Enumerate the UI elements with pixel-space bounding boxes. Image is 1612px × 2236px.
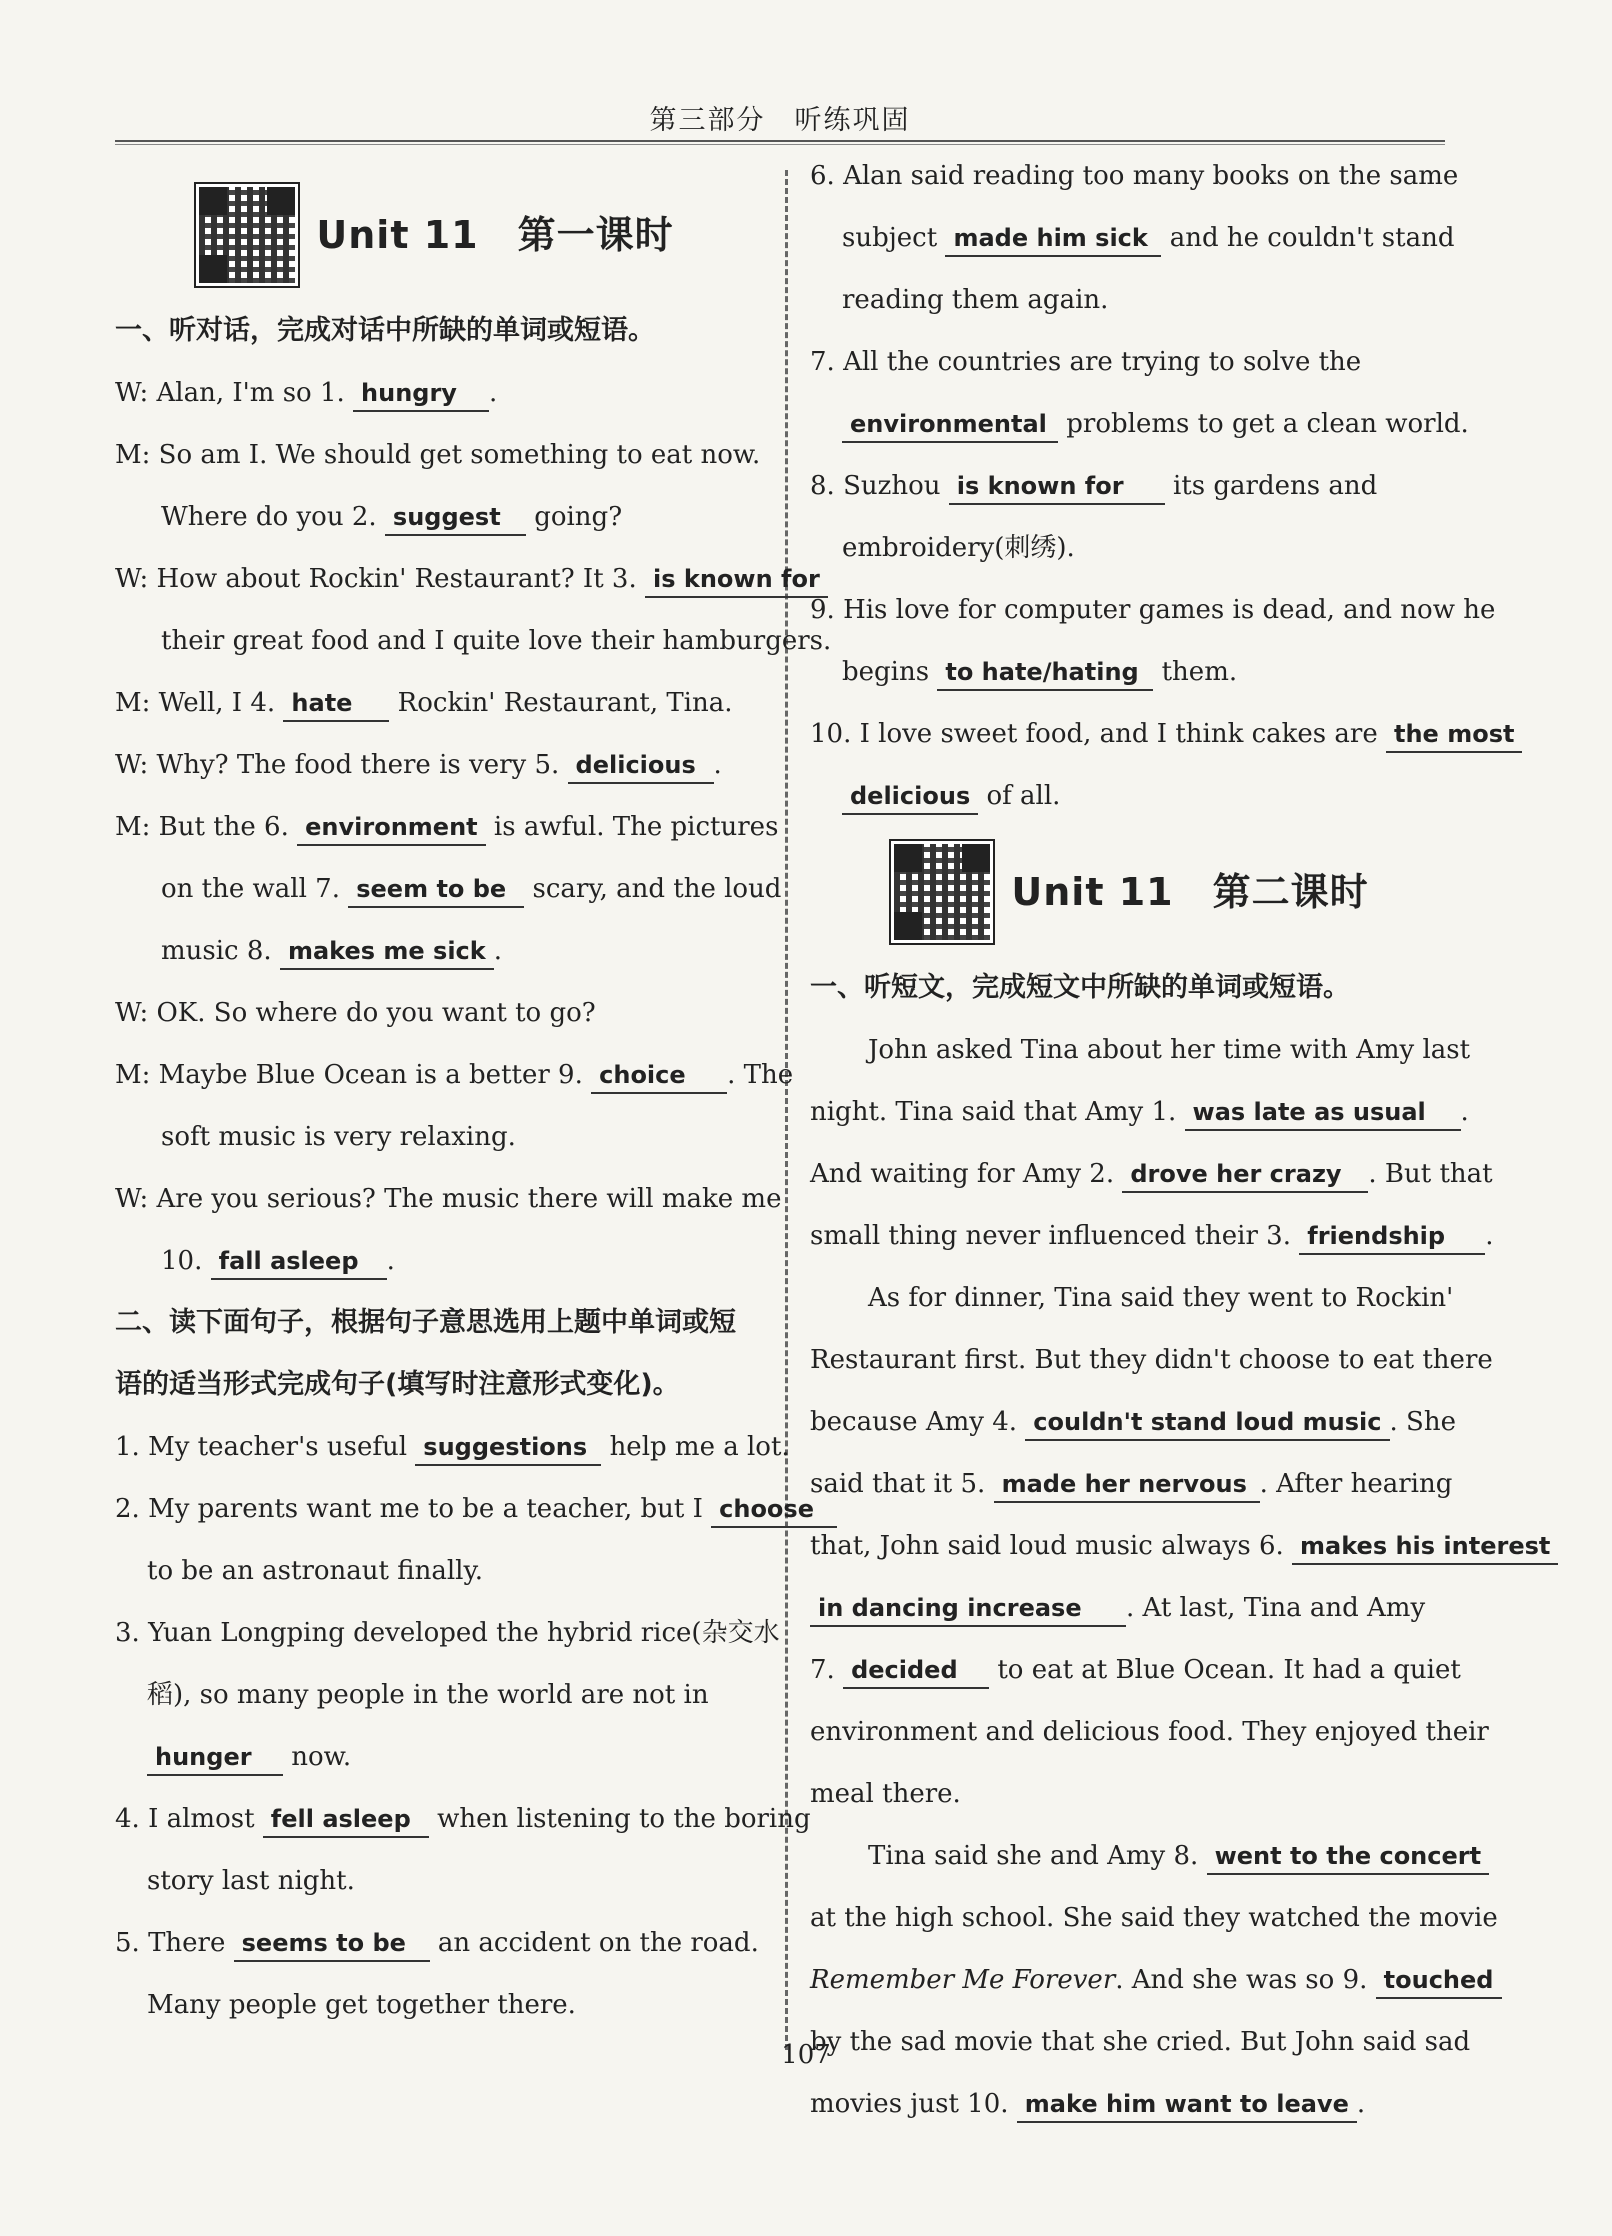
- sentence-line: 3. Yuan Longping developed the hybrid rice(杂交水: [115, 1618, 780, 1648]
- answer-blank: seem to be: [348, 872, 524, 908]
- dialogue-line: on the wall 7. seem to be scary, and the loud: [115, 858, 755, 920]
- passage-line: movies just 10. make him want to leave .: [810, 2073, 1450, 2135]
- answer-blank: makes his interest: [1292, 1529, 1558, 1565]
- answer-blank: suggest: [385, 500, 526, 536]
- passage-line: that, John said loud music always 6. makes his interest: [810, 1515, 1450, 1577]
- column-divider: [785, 170, 788, 2050]
- answer-blank: was late as usual: [1185, 1095, 1461, 1131]
- passage-line: As for dinner, Tina said they went to Rockin': [868, 1283, 1454, 1313]
- sentence-line: begins to hate/hating them.: [810, 641, 1450, 703]
- answer-blank: friendship: [1299, 1219, 1485, 1255]
- sentence-line: 稻), so many people in the world are not in: [147, 1680, 709, 1710]
- answer-blank: choice: [591, 1058, 727, 1094]
- answer-blank: fell asleep: [263, 1802, 429, 1838]
- answer-blank: is known for: [645, 562, 828, 598]
- answer-blank: seems to be: [234, 1926, 430, 1962]
- page-header: 第三部分 听练巩固: [649, 105, 911, 136]
- passage-line: Tina said she and Amy 8. went to the concert: [810, 1825, 1450, 1887]
- dialogue-line: Where do you 2. suggest going?: [115, 486, 755, 548]
- passage-line: 7. decided to eat at Blue Ocean. It had a quiet: [810, 1639, 1450, 1701]
- answer-blank: drove her crazy: [1122, 1157, 1368, 1193]
- answer-blank: went to the concert: [1207, 1839, 1489, 1875]
- dialogue-line: W: OK. So where do you want to go?: [115, 998, 596, 1028]
- sentence-line: 8. Suzhou is known for its gardens and: [810, 455, 1450, 517]
- section-heading: 二、读下面句子，根据句子意思选用上题中单词或短: [115, 1307, 736, 1338]
- left-column: [115, 180, 832, 2036]
- passage-line: night. Tina said that Amy 1. was late as usual .: [810, 1081, 1450, 1143]
- dialogue-line: soft music is very relaxing.: [161, 1122, 516, 1152]
- answer-blank: suggestions: [415, 1430, 601, 1466]
- sentence-line: 10. I love sweet food, and I think cakes are the most: [810, 703, 1450, 765]
- sentence-line: reading them again.: [842, 285, 1109, 315]
- answer-blank: made him sick: [945, 221, 1161, 257]
- answer-blank: make him want to leave: [1017, 2087, 1357, 2123]
- answer-blank: decided: [843, 1653, 989, 1689]
- answer-blank: couldn't stand loud music: [1025, 1405, 1389, 1441]
- sentence-line: 6. Alan said reading too many books on the same: [810, 161, 1459, 191]
- answer-blank: environment: [297, 810, 486, 846]
- passage-line: John asked Tina about her time with Amy last: [868, 1035, 1471, 1065]
- section-heading: 一、听对话，完成对话中所缺的单词或短语。: [115, 315, 655, 346]
- sentence-line: to be an astronaut finally.: [147, 1556, 483, 1586]
- passage-line: said that it 5. made her nervous . After hearing: [810, 1453, 1450, 1515]
- passage-line: environment and delicious food. They enjoyed their: [810, 1717, 1489, 1747]
- sentence-line: 1. My teacher's useful suggestions help me a lot.: [115, 1416, 755, 1478]
- unit-title: Unit 11 第一课时: [316, 213, 674, 257]
- dialogue-line: their great food and I quite love their hamburgers.: [161, 626, 832, 656]
- passage-line: meal there.: [810, 1779, 961, 1809]
- sentence-line: 2. My parents want me to be a teacher, but I choose: [115, 1478, 755, 1540]
- answer-blank: makes me sick: [280, 934, 494, 970]
- qr-code-icon[interactable]: [196, 184, 298, 286]
- dialogue-line: M: But the 6. environment is awful. The pictures: [115, 796, 755, 858]
- qr-code-icon[interactable]: [891, 841, 993, 943]
- answer-blank: made her nervous: [994, 1467, 1260, 1503]
- section-heading: 语的适当形式完成句子(填写时注意形式变化)。: [115, 1369, 680, 1400]
- answer-blank: is known for: [949, 469, 1165, 505]
- passage-line: Remember Me Forever. And she was so 9. touched: [810, 1949, 1450, 2011]
- right-column: [810, 145, 1551, 2135]
- sentence-line: environmental problems to get a clean world.: [810, 393, 1450, 455]
- answer-blank: hungry: [353, 376, 489, 412]
- answer-blank: in dancing increase: [810, 1591, 1126, 1627]
- page-number: 107: [781, 2040, 831, 2070]
- header-rule: [115, 140, 1445, 142]
- sentence-line: story last night.: [147, 1866, 355, 1896]
- dialogue-line: W: Why? The food there is very 5. delicious .: [115, 734, 755, 796]
- answer-blank: fall asleep: [211, 1244, 387, 1280]
- sentence-line: 9. His love for computer games is dead, and now he: [810, 595, 1496, 625]
- passage-line: at the high school. She said they watched the movie: [810, 1903, 1498, 1933]
- sentence-line: 7. All the countries are trying to solve the: [810, 347, 1362, 377]
- sentence-line: embroidery(刺绣).: [842, 533, 1075, 563]
- passage-line: in dancing increase . At last, Tina and Amy: [810, 1577, 1450, 1639]
- dialogue-line: W: Are you serious? The music there will make me: [115, 1184, 782, 1214]
- passage-line: And waiting for Amy 2. drove her crazy . But that: [810, 1143, 1450, 1205]
- unit-heading-1: [115, 170, 755, 300]
- answer-blank: touched: [1376, 1963, 1502, 1999]
- dialogue-line: W: Alan, I'm so 1. hungry .: [115, 362, 755, 424]
- section-heading: 一、听短文，完成短文中所缺的单词或短语。: [810, 972, 1350, 1003]
- dialogue-line: M: Well, I 4. hate Rockin' Restaurant, Tina.: [115, 672, 755, 734]
- sentence-line: hunger now.: [115, 1726, 755, 1788]
- sentence-line: delicious of all.: [810, 765, 1450, 827]
- answer-blank: hunger: [147, 1740, 283, 1776]
- dialogue-line: music 8. makes me sick .: [115, 920, 755, 982]
- movie-title: Remember Me Forever: [810, 1965, 1116, 1995]
- dialogue-line: M: So am I. We should get something to eat now.: [115, 440, 761, 470]
- dialogue-line: M: Maybe Blue Ocean is a better 9. choice . The: [115, 1044, 755, 1106]
- unit-heading-2: [810, 827, 1450, 957]
- answer-blank: to hate/hating: [937, 655, 1153, 691]
- sentence-line: Many people get together there.: [147, 1990, 576, 2020]
- sentence-line: subject made him sick and he couldn't stand: [810, 207, 1450, 269]
- answer-blank: environmental: [842, 407, 1058, 443]
- dialogue-line: 10. fall asleep .: [115, 1230, 755, 1292]
- passage-line: because Amy 4. couldn't stand loud music . She: [810, 1391, 1450, 1453]
- answer-blank: delicious: [568, 748, 714, 784]
- passage-line: by the sad movie that she cried. But John said sad: [810, 2027, 1471, 2057]
- passage-line: Restaurant first. But they didn't choose to eat there: [810, 1345, 1493, 1375]
- sentence-line: 4. I almost fell asleep when listening to the boring: [115, 1788, 755, 1850]
- answer-blank: delicious: [842, 779, 978, 815]
- answer-blank: choose: [711, 1492, 837, 1528]
- sentence-line: 5. There seems to be an accident on the road.: [115, 1912, 755, 1974]
- dialogue-line: W: How about Rockin' Restaurant? It 3. is known for: [115, 548, 755, 610]
- unit-title: Unit 11 第二课时: [1011, 870, 1369, 914]
- answer-blank: hate: [283, 686, 389, 722]
- passage-line: small thing never influenced their 3. friendship .: [810, 1205, 1450, 1267]
- answer-blank: the most: [1386, 717, 1522, 753]
